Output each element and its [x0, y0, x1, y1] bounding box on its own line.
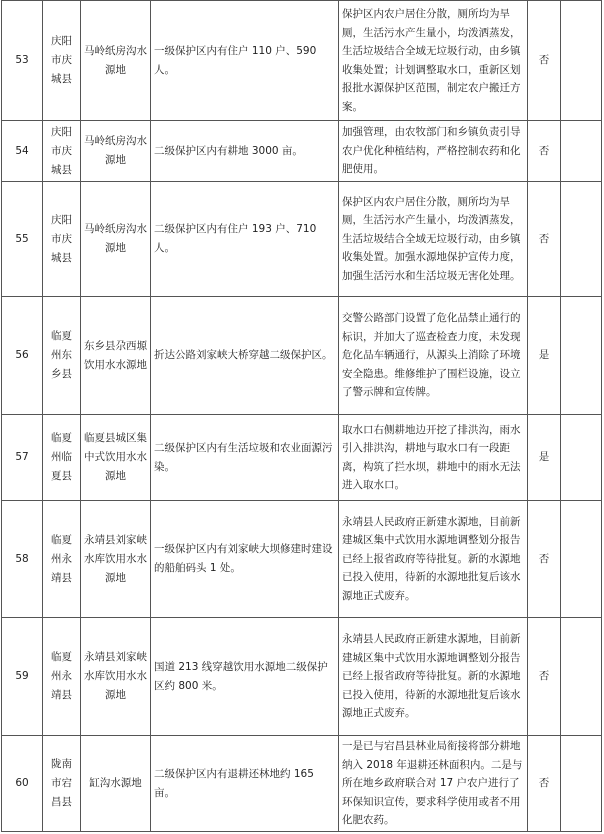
- problem-cell: 一级保护区内有刘家峡大坝修建时建设的船舶码头 1 处。: [151, 501, 339, 618]
- row-number: 57: [2, 415, 43, 501]
- row-number: 59: [2, 618, 43, 736]
- region-cell: 临夏州东乡县: [43, 297, 81, 415]
- empty-cell: [561, 297, 602, 415]
- row-number: 53: [2, 1, 43, 121]
- water-source-cell: 马岭纸房沟水源地: [81, 182, 151, 297]
- water-source-cell: 临夏县城区集中式饮用水水源地: [81, 415, 151, 501]
- row-number: 60: [2, 736, 43, 832]
- completed-flag: 否: [528, 736, 561, 832]
- completed-flag: 是: [528, 415, 561, 501]
- water-source-cell: 缸沟水源地: [81, 736, 151, 832]
- problem-cell: 二级保护区内有耕地 3000 亩。: [151, 121, 339, 182]
- measures-cell: 交警公路部门设置了危化品禁止通行的标识，并加大了巡查检查力度，未发现危化品车辆通行，从源头上消除了环境安全隐患。维修维护了围栏设施，设立了警示牌和宣传牌。: [339, 297, 528, 415]
- table-row: [2, 736, 602, 832]
- measures-cell: 取水口右侧耕地边开挖了排洪沟，雨水引入排洪沟，耕地与取水口有一段距离，构筑了拦水坝，耕地中的雨水无法进入取水口。: [339, 415, 528, 501]
- completed-flag: 否: [528, 182, 561, 297]
- water-source-cell: 马岭纸房沟水源地: [81, 121, 151, 182]
- measures-cell: 加强管理，由农牧部门和乡镇负责引导农户优化种植结构，严格控制农药和化肥使用。: [339, 121, 528, 182]
- empty-cell: [561, 182, 602, 297]
- empty-cell: [561, 736, 602, 832]
- region-cell: 庆阳市庆城县: [43, 182, 81, 297]
- empty-cell: [561, 1, 602, 121]
- table-row: [2, 1, 602, 121]
- measures-cell: 一是已与宕昌县林业局衔接将部分耕地纳入 2018 年退耕还林面积内。二是与所在地乡政府联合对 17 户农户进行了环保知识宣传，要求科学使用或者不用化肥农药。: [339, 736, 528, 832]
- water-source-cell: 永靖县刘家峡水库饮用水水源地: [81, 618, 151, 736]
- problem-cell: 二级保护区内有退耕还林地约 165 亩。: [151, 736, 339, 832]
- problem-cell: 一级保护区内有住户 110 户、590 人。: [151, 1, 339, 121]
- water-source-cell: 马岭纸房沟水源地: [81, 1, 151, 121]
- row-number: 54: [2, 121, 43, 182]
- table-row: [2, 297, 602, 415]
- region-cell: 陇南市宕昌县: [43, 736, 81, 832]
- empty-cell: [561, 501, 602, 618]
- completed-flag: 否: [528, 121, 561, 182]
- completed-flag: 否: [528, 1, 561, 121]
- water-source-cell: 永靖县刘家峡水库饮用水水源地: [81, 501, 151, 618]
- problem-cell: 二级保护区内有住户 193 户、710 人。: [151, 182, 339, 297]
- empty-cell: [561, 618, 602, 736]
- region-cell: 临夏州永靖县: [43, 501, 81, 618]
- region-cell: 庆阳市庆城县: [43, 1, 81, 121]
- table-row: [2, 182, 602, 297]
- region-cell: 临夏州永靖县: [43, 618, 81, 736]
- empty-cell: [561, 415, 602, 501]
- measures-cell: 保护区内农户居住分散，厕所均为旱厕，生活污水产生量小，均泼洒蒸发，生活垃圾结合全域无垃圾行动，由乡镇收集处置；计划调整取水口，重新区划报批水源保护区范围，制定农户搬迁方案。: [339, 1, 528, 121]
- measures-cell: 保护区内农户居住分散，厕所均为旱厕，生活污水产生量小，均泼洒蒸发，生活垃圾结合全域无垃圾行动，由乡镇收集处置。加强水源地保护宣传力度，加强生活污水和生活垃圾无害化处理。: [339, 182, 528, 297]
- row-number: 58: [2, 501, 43, 618]
- completed-flag: 否: [528, 501, 561, 618]
- completed-flag: 否: [528, 618, 561, 736]
- table-row: [2, 618, 602, 736]
- water-source-cell: 东乡县尕西塬饮用水水源地: [81, 297, 151, 415]
- problem-cell: 二级保护区内有生活垃圾和农业面源污染。: [151, 415, 339, 501]
- problem-cell: 折达公路刘家峡大桥穿越二级保护区。: [151, 297, 339, 415]
- table-row: [2, 121, 602, 182]
- rectification-table: [1, 0, 602, 832]
- completed-flag: 是: [528, 297, 561, 415]
- row-number: 56: [2, 297, 43, 415]
- row-number: 55: [2, 182, 43, 297]
- table-row: [2, 415, 602, 501]
- problem-cell: 国道 213 线穿越饮用水源地二级保护区约 800 米。: [151, 618, 339, 736]
- measures-cell: 永靖县人民政府正新建水源地，目前新建城区集中式饮用水源地调整划分报告已经上报省政府等待批复。新的水源地已投入使用，待新的水源地批复后该水源地正式废弃。: [339, 618, 528, 736]
- empty-cell: [561, 121, 602, 182]
- region-cell: 庆阳市庆城县: [43, 121, 81, 182]
- region-cell: 临夏州临夏县: [43, 415, 81, 501]
- measures-cell: 永靖县人民政府正新建水源地，目前新建城区集中式饮用水源地调整划分报告已经上报省政府等待批复。新的水源地已投入使用，待新的水源地批复后该水源地正式废弃。: [339, 501, 528, 618]
- table-row: [2, 501, 602, 618]
